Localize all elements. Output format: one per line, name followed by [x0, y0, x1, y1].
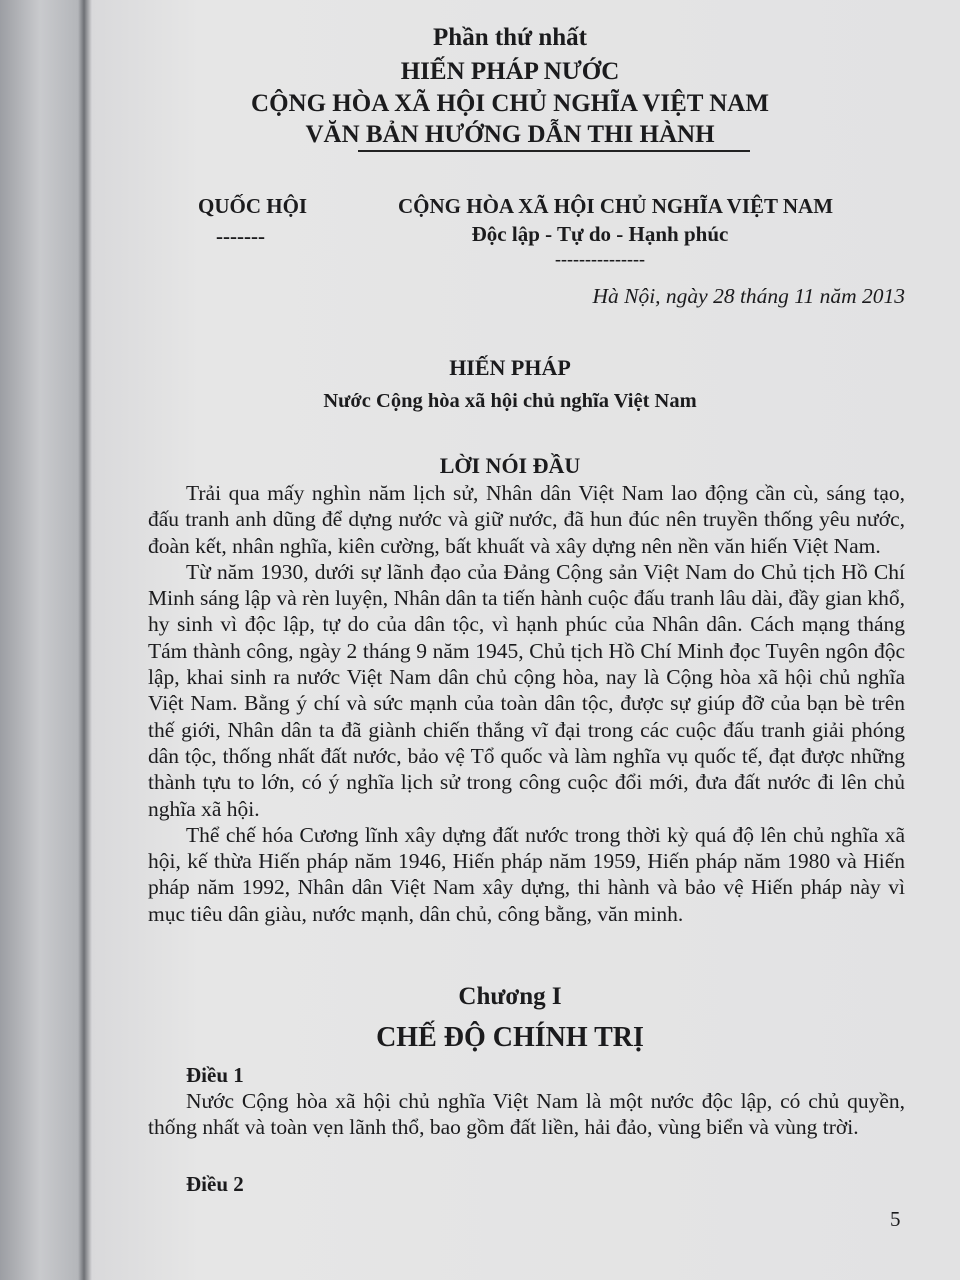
- article-1-text: Nước Cộng hòa xã hội chủ nghĩa Việt Nam là một nước độc lập, có chủ quyền, thống nhất và toàn vẹn lãnh thổ, bao gồm đất liền, hải đảo, vùng biển và vùng trời.: [148, 1089, 905, 1140]
- chapter-number: Chương I: [458, 983, 562, 1010]
- title-line-2: CỘNG HÒA XÃ HỘI CHỦ NGHĨA VIỆT NAM: [251, 90, 769, 117]
- preamble-paragraph: Từ năm 1930, dưới sự lãnh đạo của Đảng Cộng sản Việt Nam do Chủ tịch Hồ Chí Minh sáng lập và rèn luyện, Nhân dân ta tiến hành cuộc đấu tranh lâu dài, đầy gian khổ, hy sinh vì độc lập, tự do của dân tộc, vì hạnh phúc của Nhân dân. Cách mạng tháng Tám thành công, ngày 2 tháng 9 năm 1945, Chủ tịch Hồ Chí Minh đọc Tuyên ngôn độc lập, khai sinh ra nước Việt Nam dân chủ cộng hòa, nay là Cộng hòa xã hội chủ nghĩa Việt Nam. Bằng ý chí và sức mạnh của toàn dân tộc, được sự giúp đỡ của bạn bè trên thế giới, Nhân dân ta đã giành chiến thắng vĩ đại trong các cuộc đấu tranh giải phóng dân tộc, thống nhất đất nước, bảo vệ Tổ quốc và làm nghĩa vụ quốc tế, đạt được những thành tựu to lớn, có ý nghĩa lịch sử trong công cuộc đổi mới, đưa đất nước đi lên chủ nghĩa xã hội.: [148, 559, 905, 821]
- document-subtitle: Nước Cộng hòa xã hội chủ nghĩa Việt Nam: [323, 390, 697, 412]
- document-date: Hà Nội, ngày 28 tháng 11 năm 2013: [592, 284, 905, 308]
- title-line-3: VĂN BẢN HƯỚNG DẪN THI HÀNH: [305, 121, 715, 148]
- title-line-1: HIẾN PHÁP NƯỚC: [400, 58, 620, 85]
- document-title: HIẾN PHÁP: [449, 355, 571, 380]
- title-underline: [358, 150, 750, 152]
- state-name: CỘNG HÒA XÃ HỘI CHỦ NGHĨA VIỆT NAM: [398, 194, 834, 218]
- page-number: 5: [890, 1207, 901, 1231]
- preamble-paragraph: Thể chế hóa Cương lĩnh xây dựng đất nước trong thời kỳ quá độ lên chủ nghĩa xã hội, kế thừa Hiến pháp năm 1946, Hiến pháp năm 1959, Hiến pháp năm 1980 và Hiến pháp năm 1992, Nhân dân Việt Nam xây dựng, thi hành và bảo vệ Hiến pháp này vì mục tiêu dân giàu, nước mạnh, dân chủ, công bằng, văn minh.: [148, 822, 905, 926]
- issuer-dashes: -------: [216, 224, 265, 248]
- article-1-body: [148, 1088, 905, 1141]
- preamble-body: [148, 480, 905, 927]
- chapter-title: CHẾ ĐỘ CHÍNH TRỊ: [376, 1022, 644, 1053]
- preamble-title: LỜI NÓI ĐẦU: [439, 453, 581, 478]
- preamble-paragraph: Trải qua mấy nghìn năm lịch sử, Nhân dân Việt Nam lao động cần cù, sáng tạo, đấu tranh anh dũng để dựng nước và giữ nước, đã hun đúc nên truyền thống yêu nước, đoàn kết, nhân nghĩa, kiên cường, bất khuất và xây dựng nên nền văn hiến Việt Nam.: [148, 481, 905, 558]
- article-2-label: Điều 2: [186, 1172, 244, 1196]
- article-1-label: Điều 1: [186, 1063, 244, 1087]
- issuer-name: QUỐC HỘI: [198, 194, 308, 218]
- state-motto: Độc lập - Tự do - Hạnh phúc: [471, 222, 729, 246]
- state-dashes: ---------------: [555, 249, 645, 269]
- part-heading: Phần thứ nhất: [433, 24, 587, 51]
